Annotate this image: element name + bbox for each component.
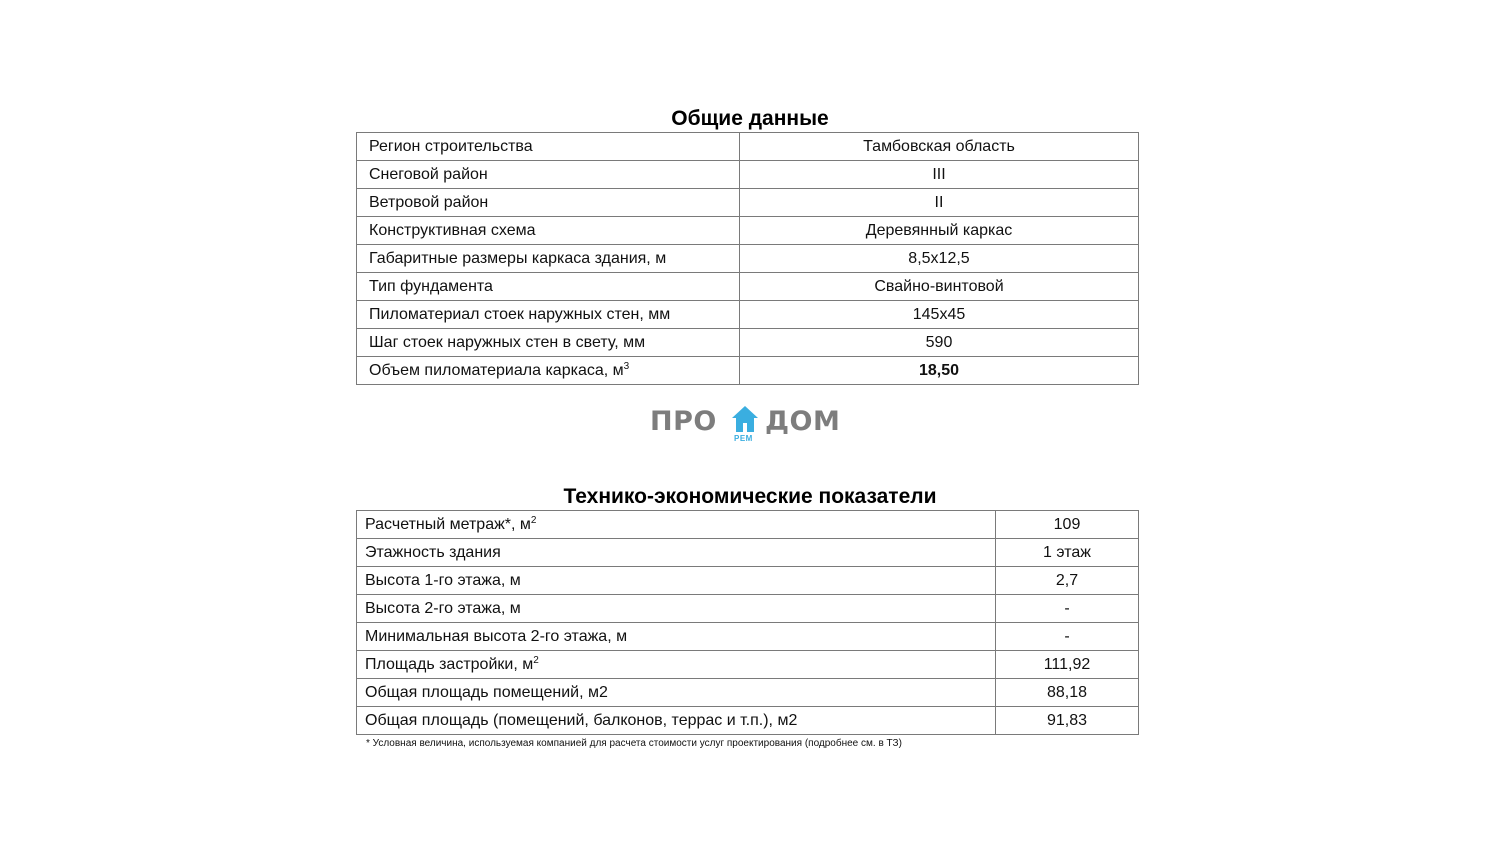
row-value: 1 этаж bbox=[996, 539, 1139, 567]
row-value: 590 bbox=[740, 329, 1139, 357]
row-label: Ветровой район bbox=[357, 189, 740, 217]
row-label bbox=[357, 511, 996, 539]
row-label-text: Расчетный метраж*, м bbox=[365, 515, 531, 533]
table-row bbox=[357, 217, 1139, 245]
row-value: Свайно-винтовой bbox=[740, 273, 1139, 301]
table-row bbox=[357, 301, 1139, 329]
row-value: 91,83 bbox=[996, 707, 1139, 735]
table-row bbox=[357, 623, 1139, 651]
superscript: 2 bbox=[533, 654, 539, 666]
row-value: Тамбовская область bbox=[740, 133, 1139, 161]
row-value: 111,92 bbox=[996, 651, 1139, 679]
row-value: 145x45 bbox=[740, 301, 1139, 329]
row-label: Шаг стоек наружных стен в свету, мм bbox=[357, 329, 740, 357]
table-row bbox=[357, 273, 1139, 301]
table-row bbox=[357, 539, 1139, 567]
footnote: * Условная величина, используемая компанией для расчета стоимости услуг проектирования (подробнее см. в ТЗ) bbox=[366, 738, 902, 749]
table-row bbox=[357, 567, 1139, 595]
logo-text-pro: ПРО bbox=[650, 406, 717, 437]
row-label: Минимальная высота 2-го этажа, м bbox=[357, 623, 996, 651]
table-row bbox=[357, 707, 1139, 735]
table-row bbox=[357, 357, 1139, 385]
general-data-title: Общие данные bbox=[671, 107, 829, 130]
logo-subtext: РЕМ bbox=[734, 434, 753, 443]
table-row bbox=[357, 189, 1139, 217]
row-label: Снеговой район bbox=[357, 161, 740, 189]
row-label: Высота 2-го этажа, м bbox=[357, 595, 996, 623]
row-label: Общая площадь помещений, м2 bbox=[357, 679, 996, 707]
row-label bbox=[357, 651, 996, 679]
logo-text-dom: ДОМ bbox=[765, 406, 841, 437]
table-row bbox=[357, 133, 1139, 161]
general-data-table bbox=[356, 132, 1139, 385]
row-label: Пиломатериал стоек наружных стен, мм bbox=[357, 301, 740, 329]
house-icon bbox=[730, 404, 760, 434]
row-value: Деревянный каркас bbox=[740, 217, 1139, 245]
row-label-text: Площадь застройки, м bbox=[365, 655, 534, 673]
row-label-text: Объем пиломатериала каркаса, м bbox=[369, 361, 624, 379]
row-label: Регион строительства bbox=[357, 133, 740, 161]
row-label: Общая площадь (помещений, балконов, террас и т.п.), м2 bbox=[357, 707, 996, 735]
row-value: 88,18 bbox=[996, 679, 1139, 707]
row-label: Высота 1-го этажа, м bbox=[357, 567, 996, 595]
superscript: 3 bbox=[623, 360, 630, 372]
row-label: Этажность здания bbox=[357, 539, 996, 567]
table-row bbox=[357, 161, 1139, 189]
row-label: Габаритные размеры каркаса здания, м bbox=[357, 245, 740, 273]
row-label bbox=[357, 357, 740, 385]
row-value: III bbox=[740, 161, 1139, 189]
row-label: Тип фундамента bbox=[357, 273, 740, 301]
row-value: 109 bbox=[996, 511, 1139, 539]
table-row bbox=[357, 651, 1139, 679]
table-row bbox=[357, 511, 1139, 539]
logo bbox=[650, 402, 850, 446]
table-row bbox=[357, 245, 1139, 273]
row-value: - bbox=[996, 623, 1139, 651]
tech-indicators-table bbox=[356, 510, 1139, 735]
row-value: II bbox=[740, 189, 1139, 217]
row-value: 18,50 bbox=[740, 357, 1139, 385]
superscript: 2 bbox=[530, 514, 537, 526]
row-value: - bbox=[996, 595, 1139, 623]
row-value: 2,7 bbox=[996, 567, 1139, 595]
table-row bbox=[357, 679, 1139, 707]
tech-indicators-title: Технико-экономические показатели bbox=[563, 485, 937, 508]
row-label: Конструктивная схема bbox=[357, 217, 740, 245]
table-row bbox=[357, 329, 1139, 357]
table-row bbox=[357, 595, 1139, 623]
row-value: 8,5x12,5 bbox=[740, 245, 1139, 273]
